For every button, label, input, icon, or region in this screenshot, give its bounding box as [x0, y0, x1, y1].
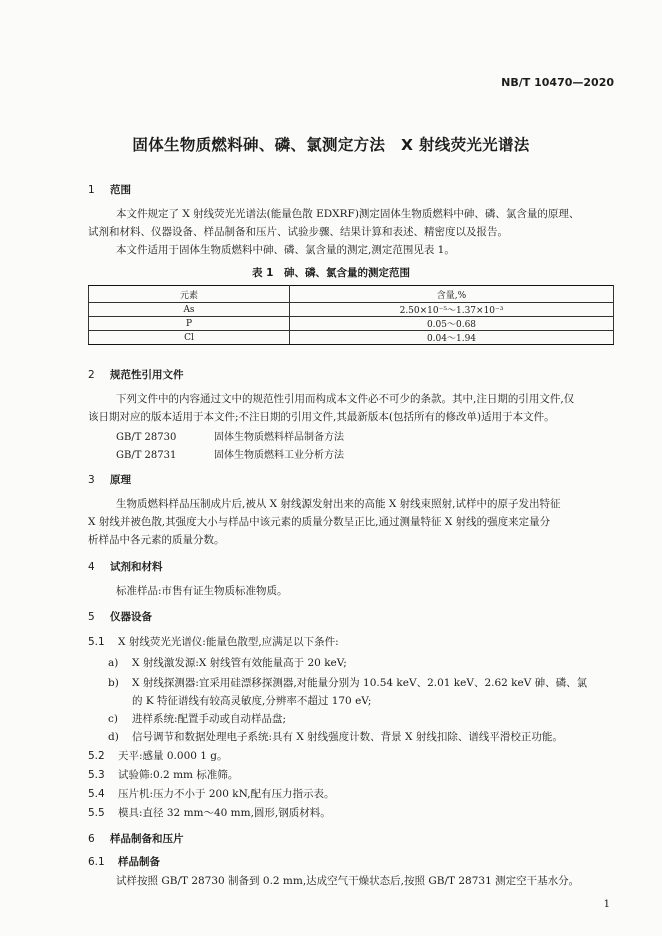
section-number: 1: [88, 184, 95, 196]
section-title: 范围: [110, 184, 131, 196]
section-title: 规范性引用文件: [110, 369, 184, 381]
reagents-paragraph: 标准样品:市售有证生物质标准物质。: [116, 585, 288, 597]
col-element-header: 元素: [89, 286, 290, 303]
document-title: 固体生物质燃料砷、磷、氯测定方法 X 射线荧光光谱法: [132, 136, 530, 154]
principle-line-2: X 射线并被色散,其强度大小与样品中该元素的质量分数呈正比,通过测量特征 X 射线的强度来定量分: [88, 516, 551, 528]
clause-number: 5.1: [88, 636, 105, 648]
section-number: 4: [88, 561, 95, 573]
clause-number: 5.5: [88, 807, 105, 819]
clause-6-1-heading: [88, 854, 160, 869]
section-number: 6: [88, 833, 95, 845]
section-6-heading: [88, 831, 184, 846]
table-row: [89, 317, 614, 331]
clause-5-5: [88, 805, 331, 820]
section-3-heading: [88, 472, 131, 487]
element-cell: Cl: [89, 331, 290, 345]
section-1-heading: [88, 182, 131, 197]
clause-number: 5.3: [88, 769, 105, 781]
table-1-range: [88, 285, 614, 345]
element-cell: As: [89, 303, 290, 317]
clause-text: 天平:感量 0.000 1 g。: [118, 750, 228, 762]
element-cell: P: [89, 317, 290, 331]
section-title: 原理: [110, 474, 131, 486]
list-marker: d): [108, 731, 119, 743]
standard-code: NB/T 10470—2020: [501, 76, 614, 89]
reference-code: GB/T 28730: [116, 432, 177, 443]
table-1-caption: 表 1 砷、磷、氯含量的测定范围: [252, 267, 410, 279]
list-marker: c): [108, 713, 118, 725]
reference-item: [116, 446, 344, 461]
list-item-c: [108, 711, 286, 726]
clause-number: 6.1: [88, 856, 105, 868]
sample-prep-paragraph: 试样按照 GB/T 28730 制备到 0.2 mm,达成空气干燥状态后,按照 GB/T 28731 测定空干基水分。: [116, 875, 580, 887]
list-text: 进样系统:配置手动或自动样品盘;: [132, 713, 287, 725]
range-cell: 0.05～0.68: [290, 317, 614, 331]
list-item-b: [108, 675, 587, 690]
table-row: [89, 303, 614, 317]
section-number: 2: [88, 369, 95, 381]
list-text: X 射线激发源:X 射线管有效能量高于 20 keV;: [132, 657, 347, 669]
scope-paragraph-line-1: 本文件规定了 X 射线荧光光谱法(能量色散 EDXRF)测定固体生物质燃料中砷、磷、氯含量的原理、: [116, 208, 580, 220]
section-2-heading: [88, 367, 184, 382]
section-title: 样品制备和压片: [110, 833, 184, 845]
list-text: 信号调节和数据处理电子系统:具有 X 射线强度计数、背景 X 射线扣除、谱线平滑校正功能。: [132, 731, 563, 743]
section-4-heading: [88, 559, 163, 574]
clause-title: 样品制备: [118, 856, 160, 868]
clause-5-1: [88, 634, 339, 649]
list-item-b-continuation: 的 K 特征谱线有较高灵敏度,分辨率不超过 170 eV;: [132, 695, 372, 707]
table-row: [89, 331, 614, 345]
list-item-d: [108, 729, 563, 744]
reference-item: [116, 428, 344, 443]
reference-title: 固体生物质燃料样品制备方法: [214, 432, 344, 443]
range-cell: 0.04～1.94: [290, 331, 614, 345]
clause-text: 模具:直径 32 mm～40 mm,圆形,钢质材料。: [118, 807, 331, 819]
table-header-row: [89, 286, 614, 303]
page-number: 1: [603, 899, 610, 910]
principle-line-3: 析样品中各元素的质量分数。: [88, 534, 225, 546]
clause-5-3: [88, 767, 238, 782]
reference-title: 固体生物质燃料工业分析方法: [214, 450, 344, 461]
clause-5-2: [88, 748, 228, 763]
section-number: 5: [88, 611, 95, 623]
section-5-heading: [88, 609, 152, 624]
clause-number: 5.2: [88, 750, 105, 762]
normative-paragraph-line-2: 该日期对应的版本适用于本文件;不注日期的引用文件,其最新版本(包括所有的修改单)适用于本文件。: [88, 411, 555, 423]
section-title: 仪器设备: [110, 611, 152, 623]
list-text: X 射线探测器:宜采用硅漂移探测器,对能量分别为 10.54 keV、2.01 keV、2.62 keV 砷、磷、氯: [132, 677, 588, 689]
clause-number: 5.4: [88, 788, 105, 800]
clause-text: X 射线荧光光谱仪:能量色散型,应满足以下条件:: [118, 636, 339, 648]
list-marker: a): [108, 657, 119, 669]
clause-text: 试验筛:0.2 mm 标准筛。: [118, 769, 239, 781]
principle-line-1: 生物质燃料样品压制成片后,被从 X 射线源发射出来的高能 X 射线束照射,试样中的原子发出特征: [116, 498, 561, 510]
col-content-header: 含量,%: [290, 286, 614, 303]
clause-5-4: [88, 786, 334, 801]
range-cell: 2.50×10⁻⁵～1.37×10⁻³: [290, 303, 614, 317]
scope-paragraph-line-2: 试剂和材料、仪器设备、样品制备和压片、试验步骤、结果计算和表述、精密度以及报告。: [88, 226, 508, 238]
normative-paragraph-line-1: 下列文件中的内容通过文中的规范性引用而构成本文件必不可少的条款。其中,注日期的引用文件,仅: [116, 393, 575, 405]
section-title: 试剂和材料: [110, 561, 163, 573]
list-item-a: [108, 655, 347, 670]
section-number: 3: [88, 474, 95, 486]
reference-code: GB/T 28731: [116, 450, 177, 461]
list-marker: b): [108, 677, 119, 689]
scope-applicability: 本文件适用于固体生物质燃料中砷、磷、氯含量的测定,测定范围见表 1。: [116, 244, 455, 256]
clause-text: 压片机:压力不小于 200 kN,配有压力指示表。: [118, 788, 335, 800]
